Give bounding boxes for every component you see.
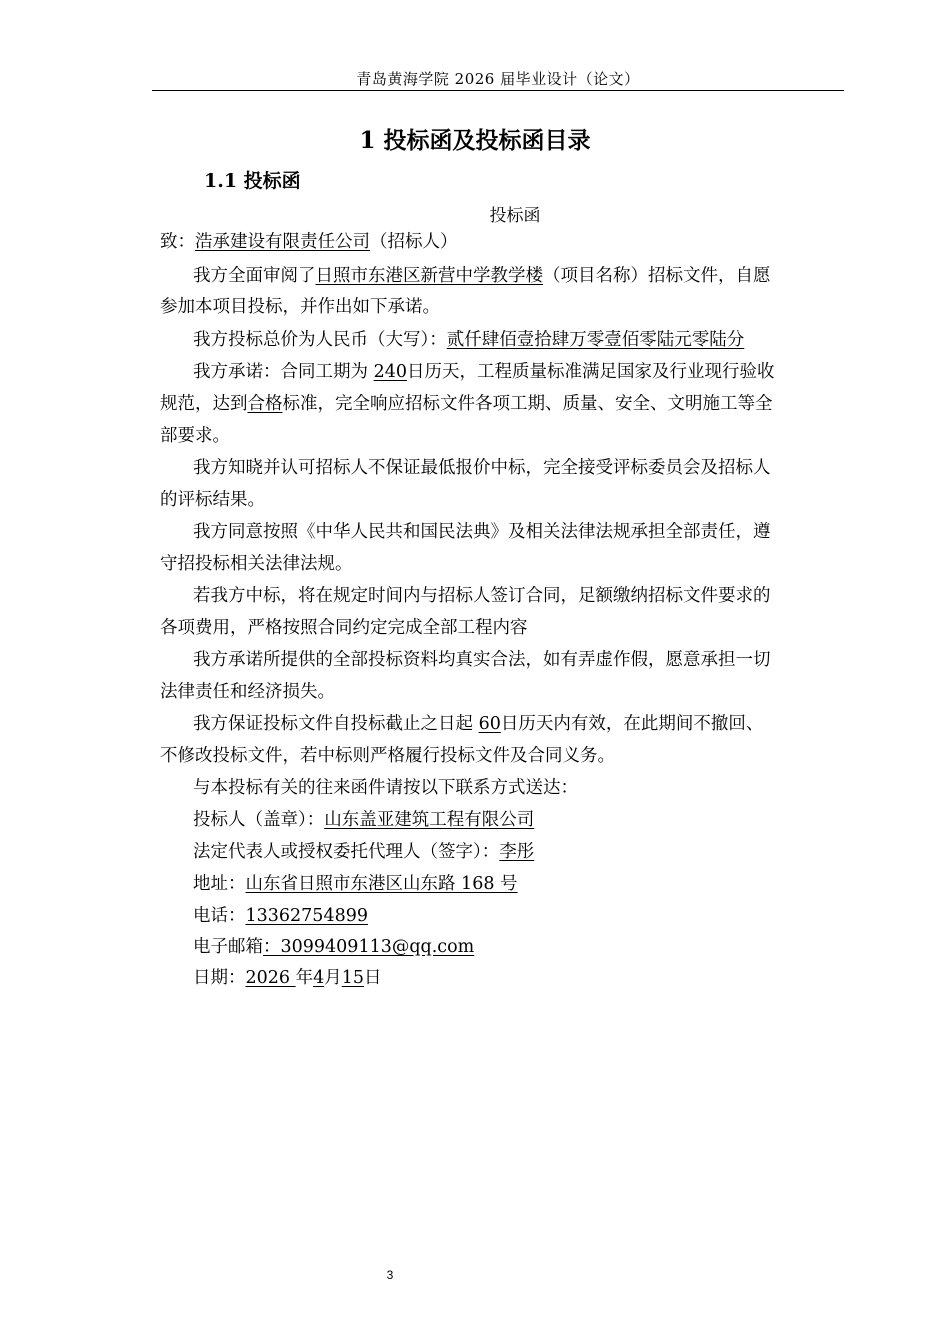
contract-days: 240	[373, 362, 407, 382]
date-day: 15	[341, 968, 365, 988]
law-line-2: 守招投标相关法律法规。	[160, 554, 353, 574]
promise-line-1	[193, 360, 774, 384]
page-header: 青岛黄海学院 2026 届毕业设计（论文）	[356, 70, 640, 88]
phone-line	[193, 904, 368, 928]
page-number: 3	[386, 1268, 394, 1282]
bidder-line	[193, 808, 534, 832]
year-unit: 年	[295, 968, 314, 988]
address-label: 地址：	[193, 874, 246, 894]
review-text-cont: （项目名称）招标文件，自愿	[543, 266, 771, 286]
award-line-2: 各项费用，严格按照合同约定完成全部工程内容	[160, 618, 528, 638]
review-line-2: 参加本项目投标，并作出如下承诺。	[160, 297, 440, 317]
date-month: 4	[313, 968, 325, 988]
review-text: 我方全面审阅了	[193, 266, 316, 286]
representative-name: 李彤	[499, 842, 535, 862]
bid-price-label: 我方投标总价为人民币（大写）：	[193, 330, 447, 350]
address-line	[193, 872, 518, 896]
phone-value: 13362754899	[245, 906, 368, 926]
date-label: 日期：	[193, 968, 246, 988]
date-year: 2026	[245, 968, 296, 988]
tenderer-name: 浩承建设有限责任公司	[195, 232, 370, 252]
bid-price-line	[193, 328, 744, 352]
phone-label: 电话：	[193, 906, 246, 926]
promise-text-cont: 日历天，工程质量标准满足国家及行业现行验收	[406, 362, 775, 382]
date-line	[193, 966, 382, 990]
lowest-price-line-2: 的评标结果。	[160, 490, 265, 510]
lowest-price-line-1: 我方知晓并认可招标人不保证最低报价中标，完全接受评标委员会及招标人	[193, 458, 771, 478]
email-line	[193, 935, 474, 959]
promise-text-2: 规范，达到	[160, 394, 248, 414]
promise-line-3: 部要求。	[160, 426, 230, 446]
email-value: ：3099409113@qq.com	[263, 937, 475, 957]
bidder-label: 投标人（盖章）：	[193, 810, 325, 830]
addressee-suffix: （招标人）	[370, 232, 458, 252]
validity-text-cont: 日历天内有效，在此期间不撤回、	[500, 714, 764, 734]
validity-line-1	[193, 712, 763, 736]
bidder-name: 山东盖亚建筑工程有限公司	[324, 810, 535, 830]
truth-line-1: 我方承诺所提供的全部投标资料均真实合法，如有弄虚作假，愿意承担一切	[193, 650, 771, 670]
header-divider	[152, 90, 844, 91]
chapter-heading: 1 投标函及投标函目录	[359, 127, 591, 154]
bid-price-value: 贰仟肆佰壹拾肆万零壹佰零陆元零陆分	[446, 330, 745, 350]
email-label: 电子邮箱	[193, 937, 263, 957]
addressee-prefix: 致：	[160, 232, 195, 252]
letter-title: 投标函	[489, 206, 541, 226]
validity-days: 60	[478, 714, 501, 734]
promise-text-3: 标准，完全响应招标文件各项工期、质量、安全、文明施工等全	[282, 394, 773, 414]
contact-intro: 与本投标有关的往来函件请按以下联系方式送达：	[193, 778, 578, 798]
validity-line-2: 不修改投标文件，若中标则严格履行投标文件及合同义务。	[160, 746, 615, 766]
law-line-1: 我方同意按照《中华人民共和国民法典》及相关法律法规承担全部责任，遵	[193, 522, 771, 542]
month-unit: 月	[324, 968, 342, 988]
quality-standard: 合格	[247, 394, 283, 414]
representative-line	[193, 840, 534, 864]
representative-label: 法定代表人或授权委托代理人（签字）：	[193, 842, 500, 862]
promise-text: 我方承诺：合同工期为	[193, 362, 374, 382]
truth-line-2: 法律责任和经济损失。	[160, 682, 335, 702]
addressee-line	[160, 230, 458, 254]
validity-text: 我方保证投标文件自投标截止之日起	[193, 714, 479, 734]
section-heading: 1.1 投标函	[204, 170, 301, 192]
promise-line-2	[160, 392, 773, 416]
address-value: 山东省日照市东港区山东路 168 号	[245, 874, 518, 894]
project-name: 日照市东港区新营中学教学楼	[315, 266, 543, 286]
day-unit: 日	[364, 968, 382, 988]
review-line-1	[193, 264, 771, 288]
award-line-1: 若我方中标，将在规定时间内与招标人签订合同，足额缴纳招标文件要求的	[193, 586, 771, 606]
